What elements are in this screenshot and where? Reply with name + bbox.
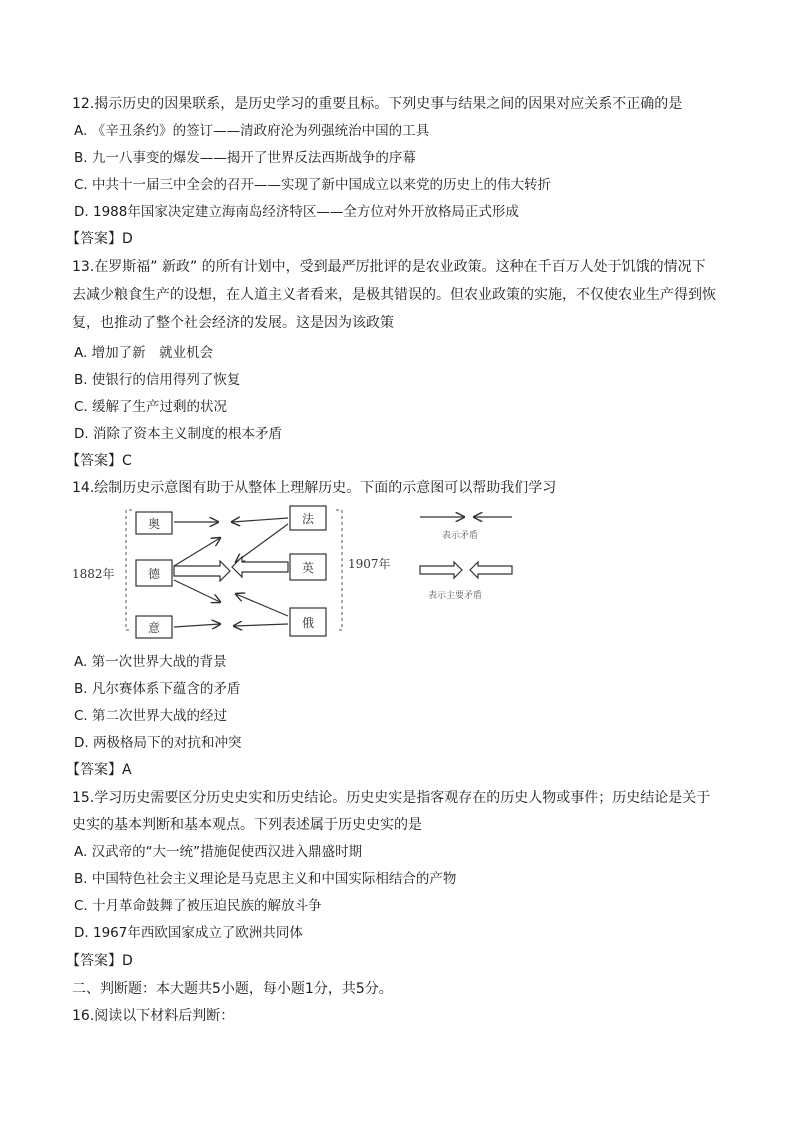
legend-thick-arrow-a: [420, 562, 462, 578]
q15-answer: 【答案】D: [66, 953, 133, 969]
alliance-diagram: [70, 500, 590, 645]
right-bracket: [336, 510, 342, 630]
section-2-heading: 二、判断题：本大题共5小题，每小题1分，共5分。: [72, 981, 393, 997]
arrow-austria-france-b: [232, 518, 288, 522]
q13-answer: 【答案】C: [66, 453, 132, 469]
left-year: 1882年: [72, 567, 115, 581]
arrow-germany-russia: [174, 580, 220, 602]
q13-stem-line-3: 复，也推动了整个社会经济的发展。这是因为该政策: [72, 315, 394, 331]
q15-stem-line-1: 15.学习历史需要区分历史史实和历史结论。历史史实是指客观存在的历史人物或事件；历史结论是关于: [72, 790, 711, 806]
q16-stem: 16.阅读以下材料后判断：: [72, 1008, 235, 1024]
arrow-germany-france: [174, 538, 220, 566]
arrow-russia-italy: [234, 624, 288, 626]
q15-option-a: A. 汉武帝的“大一统”措施促使西汉进入鼎盛时期: [74, 844, 363, 860]
q12-option-b: B. 九一八事变的爆发——揭开了世界反法西斯战争的序幕: [74, 150, 416, 166]
q12-option-c: C. 中共十一届三中全会的召开——实现了新中国成立以来党的历史上的伟大转折: [74, 177, 552, 193]
q14-option-d: D. 两极格局下的对抗和冲突: [74, 735, 242, 751]
arrow-france-germany: [236, 524, 288, 562]
q15-option-d: D. 1967年西欧国家成立了欧洲共同体: [74, 925, 303, 941]
q12-stem: 12.揭示历史的因果联系，是历史学习的重要且标。下列史事与结果之间的因果对应关系不正确的是: [72, 96, 683, 112]
label-germany: 德: [147, 567, 161, 581]
legend-thick-arrow-b: [470, 562, 512, 578]
q12-answer: 【答案】D: [66, 231, 133, 247]
q14-stem: 14.绘制历史示意图有助于从整体上理解历史。下面的示意图可以帮助我们学习: [72, 480, 557, 496]
q15-option-b: B. 中国特色社会主义理论是马克思主义和中国实际相结合的产物: [74, 871, 457, 887]
q14-option-b: B. 凡尔赛体系下蕴含的矛盾: [74, 681, 241, 697]
thick-arrow-germany-britain: [174, 561, 230, 581]
right-year: 1907年: [348, 557, 391, 571]
q13-option-b: B. 使银行的信用得列了恢复: [74, 372, 241, 388]
legend-thin-label: 表示矛盾: [442, 531, 479, 541]
q13-option-c: C. 缓解了生产过剩的状况: [74, 399, 228, 415]
q12-option-a: A. 《辛丑条约》的签订——清政府沦为列强统治中国的工具: [74, 123, 430, 139]
q15-option-c: C. 十月革命鼓舞了被压迫民族的解放斗争: [74, 898, 322, 914]
label-britain: 英: [301, 561, 315, 575]
label-italy: 意: [147, 621, 161, 635]
label-russia: 俄: [301, 616, 315, 630]
thick-arrow-britain-germany: [232, 557, 288, 577]
q14-answer: 【答案】A: [66, 762, 132, 778]
arrow-russia-germany: [236, 594, 288, 616]
legend-thick-label: 表示主要矛盾: [428, 591, 483, 601]
q12-option-d: D. 1988年国家决定建立海南岛经济特区——全方位对外开放格局正式形成: [74, 204, 519, 220]
q14-option-a: A. 第一次世界大战的背景: [74, 654, 227, 670]
left-bracket: [126, 510, 132, 630]
label-austria: 奥: [147, 517, 161, 531]
q14-option-c: C. 第二次世界大战的经过: [74, 708, 228, 724]
q13-stem-line-1: 13.在罗斯福” 新政” 的所有计划中，受到最严厉批评的是农业政策。这种在千百万人处于饥饿的情况下: [72, 259, 706, 275]
arrow-italy-russia: [174, 624, 220, 627]
q13-option-a: A. 增加了新 就业机会: [74, 345, 214, 361]
label-france: 法: [301, 512, 315, 526]
q13-stem-line-2: 去减少粮食生产的设想，在人道主义者看来，是极其错误的。但农业政策的实施，不仅使农业生产得到恢: [72, 287, 716, 303]
q13-option-d: D. 消除了资本主义制度的根本矛盾: [74, 426, 282, 442]
q15-stem-line-2: 史实的基本判断和基本观点。下列表述属于历史史实的是: [72, 817, 422, 833]
